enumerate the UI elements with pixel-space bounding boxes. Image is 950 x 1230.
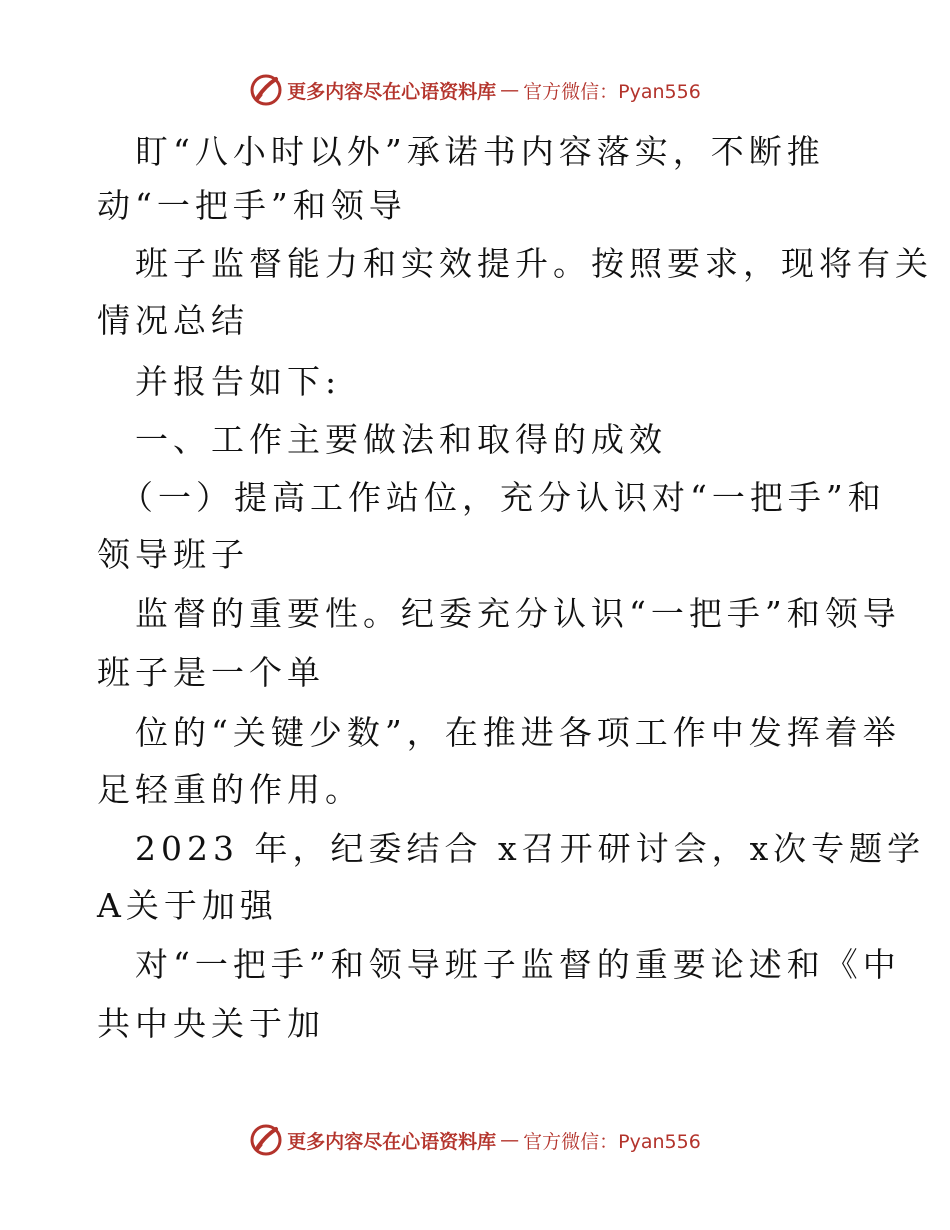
body-line: A关于加强: [97, 886, 278, 925]
body-line: 情况总结: [97, 301, 249, 340]
body-line: 2023 年，纪委结合 x召开研讨会，x次专题学: [135, 829, 926, 868]
watermark-brand: 更多内容尽在心语资料库: [287, 1130, 497, 1153]
watermark-contact: 官方微信：Pyan556: [523, 80, 701, 103]
body-line: 动“一把手”和领导: [97, 186, 407, 225]
watermark-separator: —: [500, 1129, 520, 1151]
watermark-separator: —: [500, 79, 520, 101]
header-watermark: [0, 72, 950, 108]
body-line: 班子监督能力和实效提升。按照要求，现将有关: [135, 244, 933, 283]
body-line: 足轻重的作用。: [97, 770, 363, 809]
brush-logo-icon: [249, 1123, 283, 1157]
body-line: 监督的重要性。纪委充分认识“一把手”和领导: [135, 594, 901, 633]
body-line: 位的“关键少数”，在推进各项工作中发挥着举: [135, 713, 901, 752]
watermark-contact: 官方微信：Pyan556: [523, 1130, 701, 1153]
body-line: 共中央关于加: [97, 1004, 325, 1043]
body-line: 班子是一个单: [97, 653, 325, 692]
footer-watermark: [0, 1122, 950, 1158]
brush-logo-icon: [249, 73, 283, 107]
body-line: 领导班子: [97, 535, 249, 574]
watermark-brand: 更多内容尽在心语资料库: [287, 80, 497, 103]
body-line: 盯“八小时以外”承诺书内容落实，不断推: [135, 132, 825, 171]
section-heading: 一、工作主要做法和取得的成效: [135, 420, 667, 459]
body-line: 对“一把手”和领导班子监督的重要论述和《中: [135, 945, 901, 984]
subsection-heading: （一）提高工作站位，充分认识对“一把手”和: [120, 478, 886, 517]
body-line: 并报告如下:: [135, 362, 342, 401]
